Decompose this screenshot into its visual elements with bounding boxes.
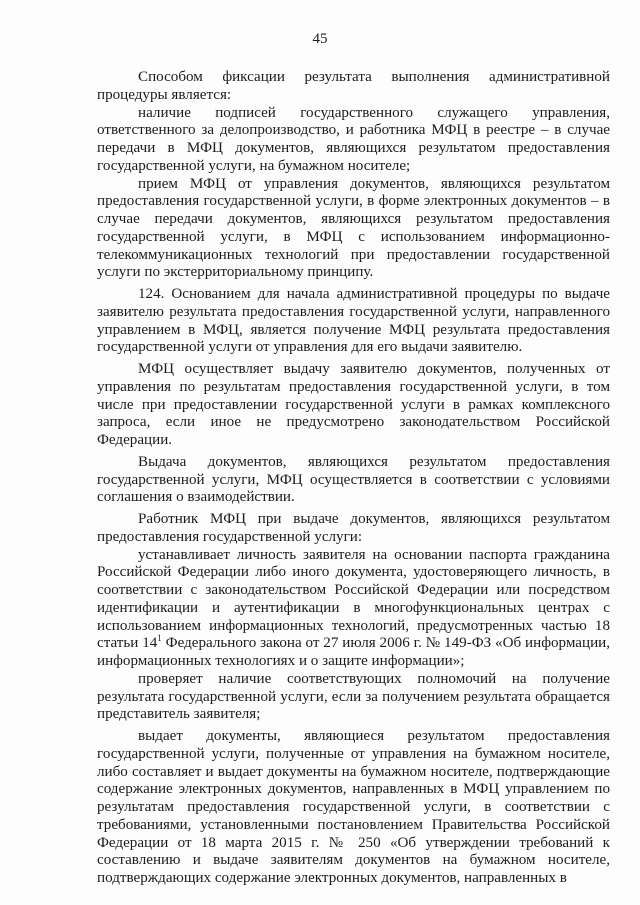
statute-reference-text: Федерального закона от 27 июля 2006 г. № 149-ФЗ «Об информации, информационных технологиях и о защите информации»; — [97, 635, 610, 669]
paragraph-document-issuance: выдает документы, являющиеся результатом предоставления государственной услуги, полученные от управления на бумажном носителе, либо составляет и выдает документы на бумажном носителе, подтверждающие содержание электронных документов, направленных в МФЦ управлением по результатам предоставления государственной услуги, в соответствии с требованиями, установленными постановлением Правительства Российской Федерации от 18 марта 2015 г. № 250 «Об утверждении требований к составлению и выдаче заявителям документов на бумажном носителе, подтверждающих содержание электронных документов, направленных в — [97, 728, 610, 886]
identity-check-text: устанавливает личность заявителя на основании паспорта гражданина Российской Федерации либо иного документа, удостоверяющего личность, в соответствии с законодательством Российской Федерации или посредством идентификации и аутентификации в многофункциональных центрах с использованием информационных технологий, предусмотренных частью 18 статьи 14 — [97, 546, 610, 652]
paragraph-registry-signatures: наличие подписей государственного служащего управления, ответственного за делопроизводство, и работника МФЦ в реестре – в случае передачи в МФЦ документов, являющихся результатом предоставления государственной услуги, на бумажном носителе; — [97, 104, 610, 174]
paragraph-electronic-documents: прием МФЦ от управления документов, являющихся результатом предоставления государственной услуги, в форме электронных документов – в случае передачи документов, являющихся результатом предоставления государственной услуги, в МФЦ с использованием информационно-телекоммуникационных технологий при предоставлении государственной услуги по экстерриториальному принципу. — [97, 175, 610, 281]
paragraph-identity-check — [97, 547, 610, 671]
paragraph-issuance-agreement: Выдача документов, являющихся результатом предоставления государственной услуги, МФЦ осуществляется в соответствии с условиями соглашения о взаимодействии. — [97, 453, 610, 506]
paragraph-fixation-method: Способом фиксации результата выполнения административной процедуры является: — [97, 69, 610, 103]
paragraph-authority-check: проверяет наличие соответствующих полномочий на получение результата государственной услуги, если за получением результата обращается представитель заявителя; — [97, 670, 610, 723]
paragraph-worker-actions: Работник МФЦ при выдаче документов, являющихся результатом предоставления государственной услуги: — [97, 511, 610, 545]
paragraph-mfc-issuance: МФЦ осуществляет выдачу заявителю документов, полученных от управления по результатам предоставления государственной услуги, в том числе при предоставлении государственной услуги в рамках комплексного запроса, если иное не предусмотрено законодательством Российской Федерации. — [97, 361, 610, 448]
article-superscript: 1 — [157, 633, 162, 644]
document-body — [97, 69, 610, 888]
paragraph-clause-124: 124. Основанием для начала административной процедуры по выдаче заявителю результата предоставления государственной услуги, направленного управлением в МФЦ, является получение МФЦ результата предоставления государственной услуги от управления для его выдачи заявителю. — [97, 286, 610, 356]
page-number: 45 — [312, 31, 328, 47]
